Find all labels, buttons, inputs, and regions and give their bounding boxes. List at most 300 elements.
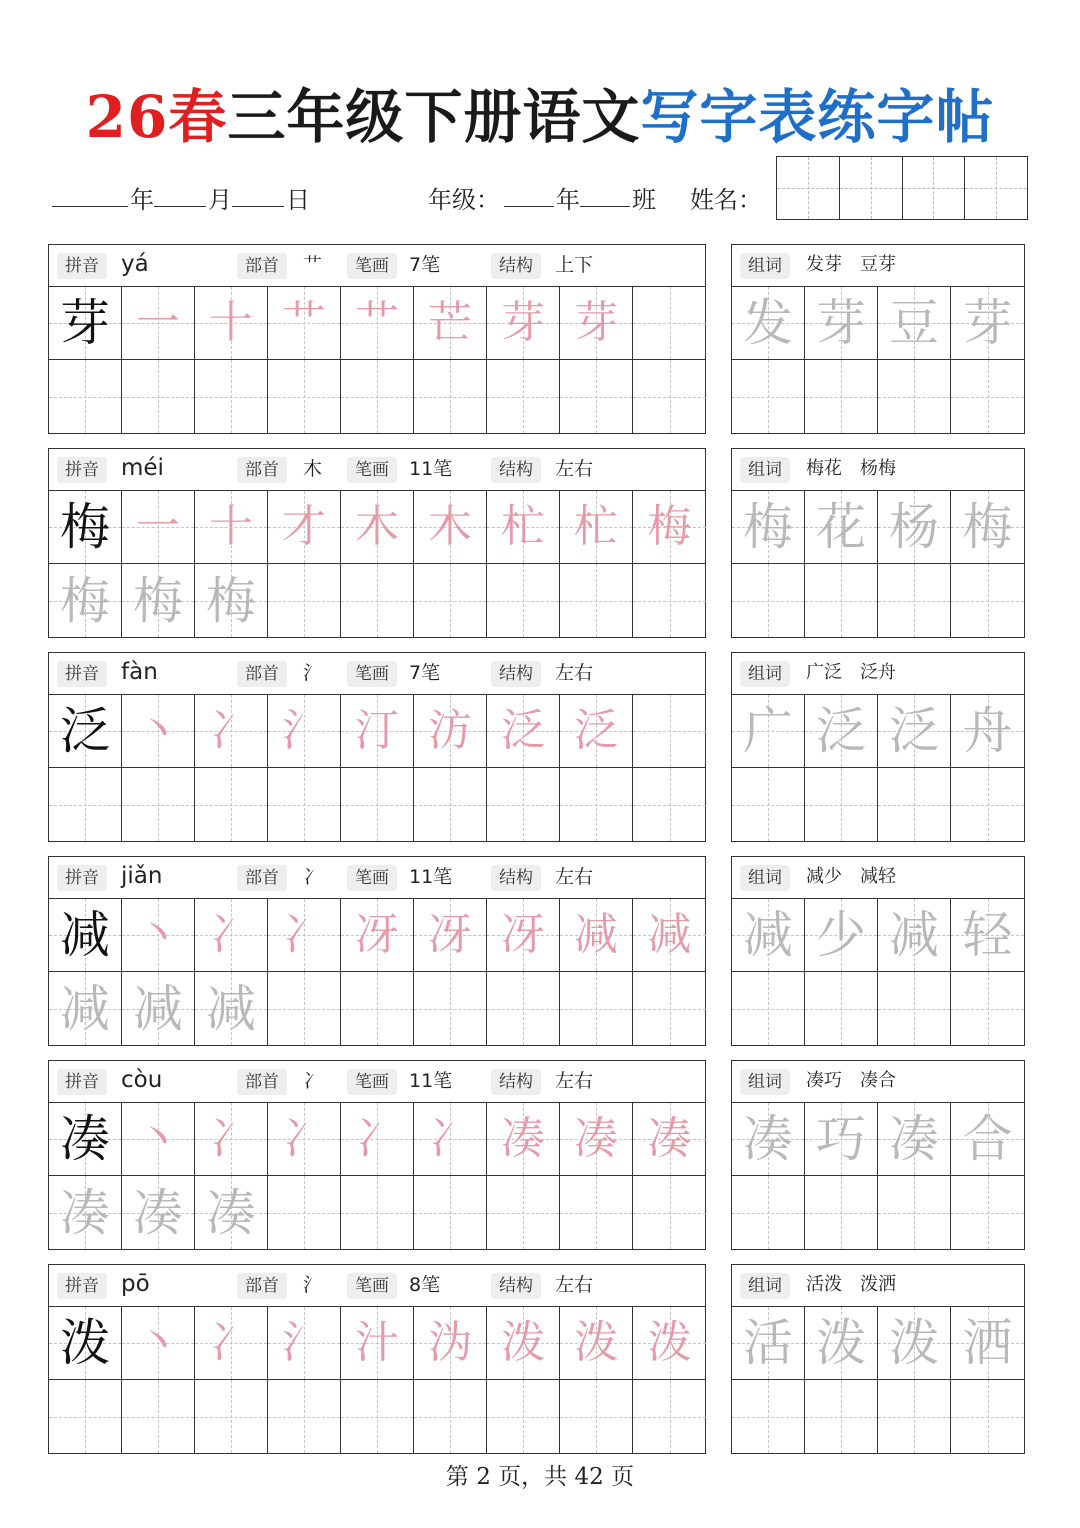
writing-cell[interactable] — [732, 360, 805, 433]
structure-value: 左右 — [555, 1274, 594, 1296]
writing-cell[interactable] — [414, 1176, 487, 1249]
writing-cell[interactable] — [195, 491, 268, 564]
writing-cell[interactable] — [122, 768, 195, 841]
month-blank[interactable] — [154, 206, 206, 207]
grade-year-label: 年 — [556, 186, 580, 214]
strokes-tag: 笔画 — [347, 253, 397, 279]
word-grid — [732, 1103, 1025, 1249]
writing-cell[interactable] — [341, 1176, 414, 1249]
writing-cell[interactable] — [414, 1380, 487, 1453]
writing-cell[interactable] — [560, 1176, 633, 1249]
writing-cell[interactable] — [951, 899, 1024, 972]
writing-cell[interactable] — [560, 972, 633, 1045]
writing-cell[interactable] — [49, 1307, 122, 1380]
stroke-order-step: 氵 — [282, 1317, 326, 1368]
writing-cell[interactable] — [878, 1103, 951, 1176]
writing-cell[interactable] — [122, 1380, 195, 1453]
writing-cell[interactable] — [951, 695, 1024, 768]
writing-cell[interactable] — [805, 768, 878, 841]
writing-cell[interactable] — [633, 360, 706, 433]
word-trace-character: 芽 — [816, 294, 866, 352]
writing-cell[interactable] — [341, 360, 414, 433]
writing-cell[interactable] — [341, 491, 414, 564]
stroke-order-step: 十 — [209, 501, 253, 552]
stroke-order-step: 木 — [428, 501, 472, 552]
title-blue-part: 写字表练字帖 — [640, 83, 995, 151]
strokes-tag: 笔画 — [347, 457, 397, 483]
trace-character: 凑 — [206, 1183, 256, 1242]
writing-cell[interactable] — [805, 1176, 878, 1249]
writing-cell[interactable] — [49, 695, 122, 768]
writing-cell[interactable] — [268, 491, 341, 564]
writing-cell[interactable] — [633, 695, 706, 768]
word-grid — [732, 1307, 1025, 1453]
writing-cell[interactable] — [560, 1307, 633, 1380]
word-grid — [732, 899, 1025, 1045]
writing-cell[interactable] — [633, 1176, 706, 1249]
radical-tag: 部首 — [237, 1273, 287, 1299]
stroke-order-step: 芽 — [574, 297, 618, 348]
words-header — [732, 653, 1024, 695]
class-label: 班 — [632, 186, 656, 214]
writing-cell[interactable] — [633, 491, 706, 564]
name-cell[interactable] — [903, 157, 966, 219]
page-title — [0, 70, 1080, 154]
writing-cell[interactable] — [414, 768, 487, 841]
writing-cell[interactable] — [951, 564, 1024, 637]
writing-cell[interactable] — [341, 287, 414, 360]
character-info-header — [49, 449, 705, 491]
writing-cell[interactable] — [805, 899, 878, 972]
writing-cell[interactable] — [49, 1176, 122, 1249]
word-trace-character: 减 — [889, 906, 939, 964]
word-trace-character: 巧 — [816, 1110, 866, 1168]
stroke-order-step: 冫 — [282, 909, 326, 960]
trace-character: 梅 — [133, 571, 183, 630]
writing-cell[interactable] — [633, 768, 706, 841]
year-blank[interactable] — [52, 206, 128, 207]
writing-cell[interactable] — [732, 1176, 805, 1249]
word-trace-character: 凑 — [743, 1110, 793, 1168]
stroke-order-step: 减 — [647, 909, 692, 960]
day-label: 日 — [286, 186, 310, 214]
writing-cell[interactable] — [560, 564, 633, 637]
word-practice-panel — [731, 244, 1025, 434]
writing-cell[interactable] — [195, 1176, 268, 1249]
radical-value: 冫 — [303, 866, 323, 888]
writing-cell[interactable] — [732, 1307, 805, 1380]
writing-cell[interactable] — [122, 491, 195, 564]
class-blank[interactable] — [580, 206, 630, 207]
writing-cell[interactable] — [878, 972, 951, 1045]
character-info-header — [49, 1061, 705, 1103]
radical-value: 艹 — [303, 254, 323, 276]
writing-cell[interactable] — [414, 491, 487, 564]
strokes-value: 7笔 — [409, 662, 441, 684]
writing-cell[interactable] — [414, 899, 487, 972]
radical-value: 氵 — [303, 662, 323, 684]
stroke-order-step: 一 — [136, 501, 180, 552]
writing-cell[interactable] — [951, 287, 1024, 360]
writing-cell[interactable] — [414, 1103, 487, 1176]
model-character: 泛 — [60, 702, 110, 760]
writing-cell[interactable] — [951, 1380, 1024, 1453]
writing-cell[interactable] — [951, 972, 1024, 1045]
writing-cell[interactable] — [878, 768, 951, 841]
pinyin-tag: 拼音 — [57, 865, 107, 891]
writing-cell[interactable] — [805, 564, 878, 637]
writing-cell[interactable] — [951, 1103, 1024, 1176]
title-red-part: 26春 — [85, 83, 228, 151]
writing-cell[interactable] — [951, 768, 1024, 841]
stroke-order-step: 芒 — [428, 297, 472, 348]
writing-cell[interactable] — [195, 768, 268, 841]
word-practice-panel — [731, 1060, 1025, 1250]
radical-tag: 部首 — [237, 457, 287, 483]
writing-cell[interactable] — [195, 1307, 268, 1380]
writing-cell[interactable] — [487, 695, 560, 768]
word-trace-character: 芽 — [962, 294, 1013, 352]
writing-cell[interactable] — [732, 1103, 805, 1176]
word-trace-character: 泛 — [889, 702, 939, 760]
writing-cell[interactable] — [122, 1307, 195, 1380]
radical-value: 氵 — [303, 1274, 323, 1296]
writing-cell[interactable] — [732, 972, 805, 1045]
trace-character: 减 — [60, 979, 110, 1038]
writing-cell[interactable] — [49, 1380, 122, 1453]
pinyin-value: còu — [121, 1067, 163, 1093]
stroke-order-step: 丶 — [136, 705, 180, 756]
writing-cell[interactable] — [805, 287, 878, 360]
writing-cell[interactable] — [951, 1176, 1024, 1249]
writing-cell[interactable] — [805, 695, 878, 768]
pinyin-value: fàn — [121, 659, 158, 685]
structure-value: 左右 — [555, 866, 594, 888]
radical-tag: 部首 — [237, 661, 287, 687]
writing-cell[interactable] — [341, 768, 414, 841]
writing-cell[interactable] — [195, 360, 268, 433]
writing-cell[interactable] — [487, 972, 560, 1045]
trace-character: 梅 — [60, 571, 110, 630]
writing-cell[interactable] — [341, 1380, 414, 1453]
writing-cell[interactable] — [341, 1307, 414, 1380]
writing-cell[interactable] — [341, 1103, 414, 1176]
word-trace-character: 舟 — [962, 702, 1013, 760]
writing-cell[interactable] — [487, 360, 560, 433]
stroke-order-step: 凑 — [501, 1113, 545, 1164]
character-block — [0, 856, 1080, 1046]
radical-tag: 部首 — [237, 865, 287, 891]
writing-cell[interactable] — [560, 491, 633, 564]
title-black-part: 三年级下册语文 — [227, 83, 641, 151]
structure-value: 上下 — [555, 254, 594, 276]
word-practice-panel — [731, 1264, 1025, 1454]
writing-cell[interactable] — [805, 1307, 878, 1380]
writing-cell[interactable] — [49, 768, 122, 841]
writing-cell[interactable] — [341, 972, 414, 1045]
stroke-order-step: 沩 — [428, 1317, 472, 1368]
writing-cell[interactable] — [560, 899, 633, 972]
writing-cell[interactable] — [414, 1307, 487, 1380]
stroke-order-step: 艹 — [282, 297, 326, 348]
writing-cell[interactable] — [633, 1380, 706, 1453]
writing-cell[interactable] — [268, 1103, 341, 1176]
writing-cell[interactable] — [633, 899, 706, 972]
writing-cell[interactable] — [268, 1380, 341, 1453]
writing-cell[interactable] — [732, 695, 805, 768]
writing-cell[interactable] — [560, 768, 633, 841]
writing-cell[interactable] — [732, 768, 805, 841]
strokes-value: 11笔 — [409, 1070, 453, 1092]
writing-cell[interactable] — [633, 564, 706, 637]
writing-cell[interactable] — [195, 287, 268, 360]
word-trace-character: 广 — [743, 702, 793, 760]
writing-cell[interactable] — [122, 972, 195, 1045]
writing-cell[interactable] — [268, 360, 341, 433]
words-tag: 组词 — [740, 253, 790, 279]
practice-grid — [49, 1307, 706, 1453]
stroke-order-step: 冴 — [501, 909, 545, 960]
writing-cell[interactable] — [560, 695, 633, 768]
writing-cell[interactable] — [560, 360, 633, 433]
writing-cell[interactable] — [732, 287, 805, 360]
writing-cell[interactable] — [122, 1103, 195, 1176]
writing-cell[interactable] — [878, 695, 951, 768]
writing-cell[interactable] — [878, 1176, 951, 1249]
writing-cell[interactable] — [487, 1176, 560, 1249]
writing-cell[interactable] — [487, 1307, 560, 1380]
name-cell[interactable] — [965, 157, 1027, 219]
writing-cell[interactable] — [122, 899, 195, 972]
writing-cell[interactable] — [49, 564, 122, 637]
words-header — [732, 449, 1024, 491]
writing-cell[interactable] — [878, 491, 951, 564]
writing-cell[interactable] — [414, 564, 487, 637]
writing-cell[interactable] — [49, 491, 122, 564]
writing-cell[interactable] — [122, 360, 195, 433]
pinyin-tag: 拼音 — [57, 1069, 107, 1095]
stroke-order-step: 凑 — [574, 1113, 618, 1164]
stroke-order-step: 丶 — [136, 909, 180, 960]
writing-cell[interactable] — [633, 972, 706, 1045]
writing-cell[interactable] — [341, 695, 414, 768]
writing-cell[interactable] — [487, 564, 560, 637]
writing-cell[interactable] — [122, 695, 195, 768]
writing-cell[interactable] — [732, 899, 805, 972]
structure-value: 左右 — [555, 662, 594, 684]
structure-tag: 结构 — [491, 253, 541, 279]
stroke-order-step: 冴 — [355, 909, 399, 960]
stroke-order-step: 芽 — [501, 297, 545, 348]
writing-cell[interactable] — [805, 1103, 878, 1176]
words-header — [732, 1265, 1024, 1307]
day-blank[interactable] — [232, 206, 284, 207]
writing-cell[interactable] — [487, 491, 560, 564]
trace-character: 凑 — [133, 1183, 183, 1242]
writing-cell[interactable] — [878, 287, 951, 360]
writing-cell[interactable] — [414, 695, 487, 768]
radical-tag: 部首 — [237, 253, 287, 279]
writing-cell[interactable] — [487, 1103, 560, 1176]
model-character: 泼 — [60, 1314, 110, 1372]
writing-cell[interactable] — [49, 899, 122, 972]
character-info-header — [49, 1265, 705, 1307]
writing-cell[interactable] — [341, 899, 414, 972]
writing-cell[interactable] — [341, 564, 414, 637]
pinyin-tag: 拼音 — [57, 1273, 107, 1299]
writing-cell[interactable] — [487, 899, 560, 972]
word-trace-character: 发 — [743, 294, 793, 352]
words-value: 广泛 泛舟 — [806, 662, 896, 683]
words-tag: 组词 — [740, 865, 790, 891]
writing-cell[interactable] — [122, 564, 195, 637]
word-trace-character: 减 — [743, 906, 793, 964]
writing-cell[interactable] — [414, 287, 487, 360]
writing-cell[interactable] — [878, 564, 951, 637]
word-trace-character: 梅 — [962, 498, 1013, 556]
stroke-practice-panel — [48, 1264, 706, 1454]
trace-character: 减 — [206, 979, 256, 1038]
stroke-order-step: 汀 — [355, 705, 399, 756]
writing-cell[interactable] — [805, 491, 878, 564]
writing-cell[interactable] — [878, 360, 951, 433]
word-trace-character: 泛 — [816, 702, 866, 760]
stroke-order-step: 艹 — [355, 297, 399, 348]
writing-cell[interactable] — [49, 360, 122, 433]
grade-year-blank[interactable] — [504, 206, 554, 207]
word-trace-character: 洒 — [962, 1314, 1013, 1372]
writing-cell[interactable] — [878, 899, 951, 972]
writing-cell[interactable] — [487, 1380, 560, 1453]
writing-cell[interactable] — [49, 287, 122, 360]
writing-cell[interactable] — [268, 1307, 341, 1380]
stroke-order-step: 冴 — [428, 909, 472, 960]
words-tag: 组词 — [740, 1069, 790, 1095]
stroke-order-step: 凑 — [647, 1113, 692, 1164]
writing-cell[interactable] — [268, 564, 341, 637]
character-info-header — [49, 857, 705, 899]
word-practice-panel — [731, 652, 1025, 842]
writing-cell[interactable] — [268, 768, 341, 841]
stroke-order-step: 泼 — [574, 1317, 618, 1368]
writing-cell[interactable] — [560, 287, 633, 360]
writing-cell[interactable] — [195, 1380, 268, 1453]
writing-cell[interactable] — [951, 1307, 1024, 1380]
strokes-value: 11笔 — [409, 866, 453, 888]
strokes-tag: 笔画 — [347, 865, 397, 891]
strokes-value: 7笔 — [409, 254, 441, 276]
words-value: 活泼 泼洒 — [806, 1274, 896, 1295]
writing-cell[interactable] — [487, 768, 560, 841]
name-writing-box[interactable] — [776, 156, 1028, 220]
structure-value: 左右 — [555, 458, 594, 480]
writing-cell[interactable] — [268, 695, 341, 768]
writing-cell[interactable] — [195, 1103, 268, 1176]
words-tag: 组词 — [740, 661, 790, 687]
writing-cell[interactable] — [633, 1103, 706, 1176]
words-value: 发芽 豆芽 — [806, 254, 896, 275]
name-cell[interactable] — [840, 157, 903, 219]
stroke-order-step: 氵 — [282, 705, 326, 756]
writing-cell[interactable] — [268, 972, 341, 1045]
writing-cell[interactable] — [195, 564, 268, 637]
stroke-order-step: 泛 — [501, 705, 545, 756]
stroke-order-step: 一 — [136, 297, 180, 348]
writing-cell[interactable] — [268, 1176, 341, 1249]
stroke-practice-panel — [48, 652, 706, 842]
writing-cell[interactable] — [805, 1380, 878, 1453]
writing-cell[interactable] — [951, 360, 1024, 433]
stroke-order-step: 冫 — [209, 705, 253, 756]
writing-cell[interactable] — [195, 972, 268, 1045]
writing-cell[interactable] — [487, 287, 560, 360]
character-block — [0, 1264, 1080, 1454]
writing-cell[interactable] — [878, 1380, 951, 1453]
writing-cell[interactable] — [49, 1103, 122, 1176]
writing-cell[interactable] — [49, 972, 122, 1045]
stroke-order-step: 丶 — [136, 1113, 180, 1164]
word-trace-character: 杨 — [889, 498, 939, 556]
writing-cell[interactable] — [414, 360, 487, 433]
writing-cell[interactable] — [633, 287, 706, 360]
writing-cell[interactable] — [560, 1380, 633, 1453]
stroke-order-step: 杧 — [501, 501, 545, 552]
words-header — [732, 245, 1024, 287]
writing-cell[interactable] — [195, 695, 268, 768]
stroke-order-step: 梅 — [647, 501, 692, 552]
writing-cell[interactable] — [414, 972, 487, 1045]
stroke-order-step: 泼 — [647, 1317, 692, 1368]
writing-cell[interactable] — [732, 1380, 805, 1453]
pinyin-tag: 拼音 — [57, 457, 107, 483]
writing-cell[interactable] — [122, 287, 195, 360]
writing-cell[interactable] — [732, 564, 805, 637]
pinyin-value: méi — [121, 455, 164, 481]
writing-cell[interactable] — [805, 360, 878, 433]
stroke-practice-panel — [48, 448, 706, 638]
stroke-order-step: 丶 — [136, 1317, 180, 1368]
strokes-tag: 笔画 — [347, 661, 397, 687]
character-info-header — [49, 653, 705, 695]
writing-cell[interactable] — [122, 1176, 195, 1249]
words-header — [732, 1061, 1024, 1103]
practice-grid — [49, 287, 706, 433]
word-trace-character: 少 — [816, 906, 866, 964]
stroke-order-step: 汁 — [355, 1317, 399, 1368]
writing-cell[interactable] — [268, 899, 341, 972]
writing-cell[interactable] — [633, 1307, 706, 1380]
structure-tag: 结构 — [491, 1273, 541, 1299]
structure-tag: 结构 — [491, 1069, 541, 1095]
name-cell[interactable] — [777, 157, 840, 219]
radical-value: 冫 — [303, 1070, 323, 1092]
writing-cell[interactable] — [805, 972, 878, 1045]
stroke-practice-panel — [48, 856, 706, 1046]
writing-cell[interactable] — [560, 1103, 633, 1176]
model-character: 芽 — [60, 294, 110, 352]
year-label: 年 — [130, 186, 154, 214]
writing-cell[interactable] — [951, 491, 1024, 564]
stroke-order-step: 木 — [355, 501, 399, 552]
model-character: 减 — [60, 906, 110, 964]
model-character: 凑 — [60, 1110, 110, 1168]
model-character: 梅 — [60, 498, 110, 556]
writing-cell[interactable] — [268, 287, 341, 360]
writing-cell[interactable] — [878, 1307, 951, 1380]
writing-cell[interactable] — [195, 899, 268, 972]
word-trace-character: 花 — [816, 498, 866, 556]
writing-cell[interactable] — [732, 491, 805, 564]
